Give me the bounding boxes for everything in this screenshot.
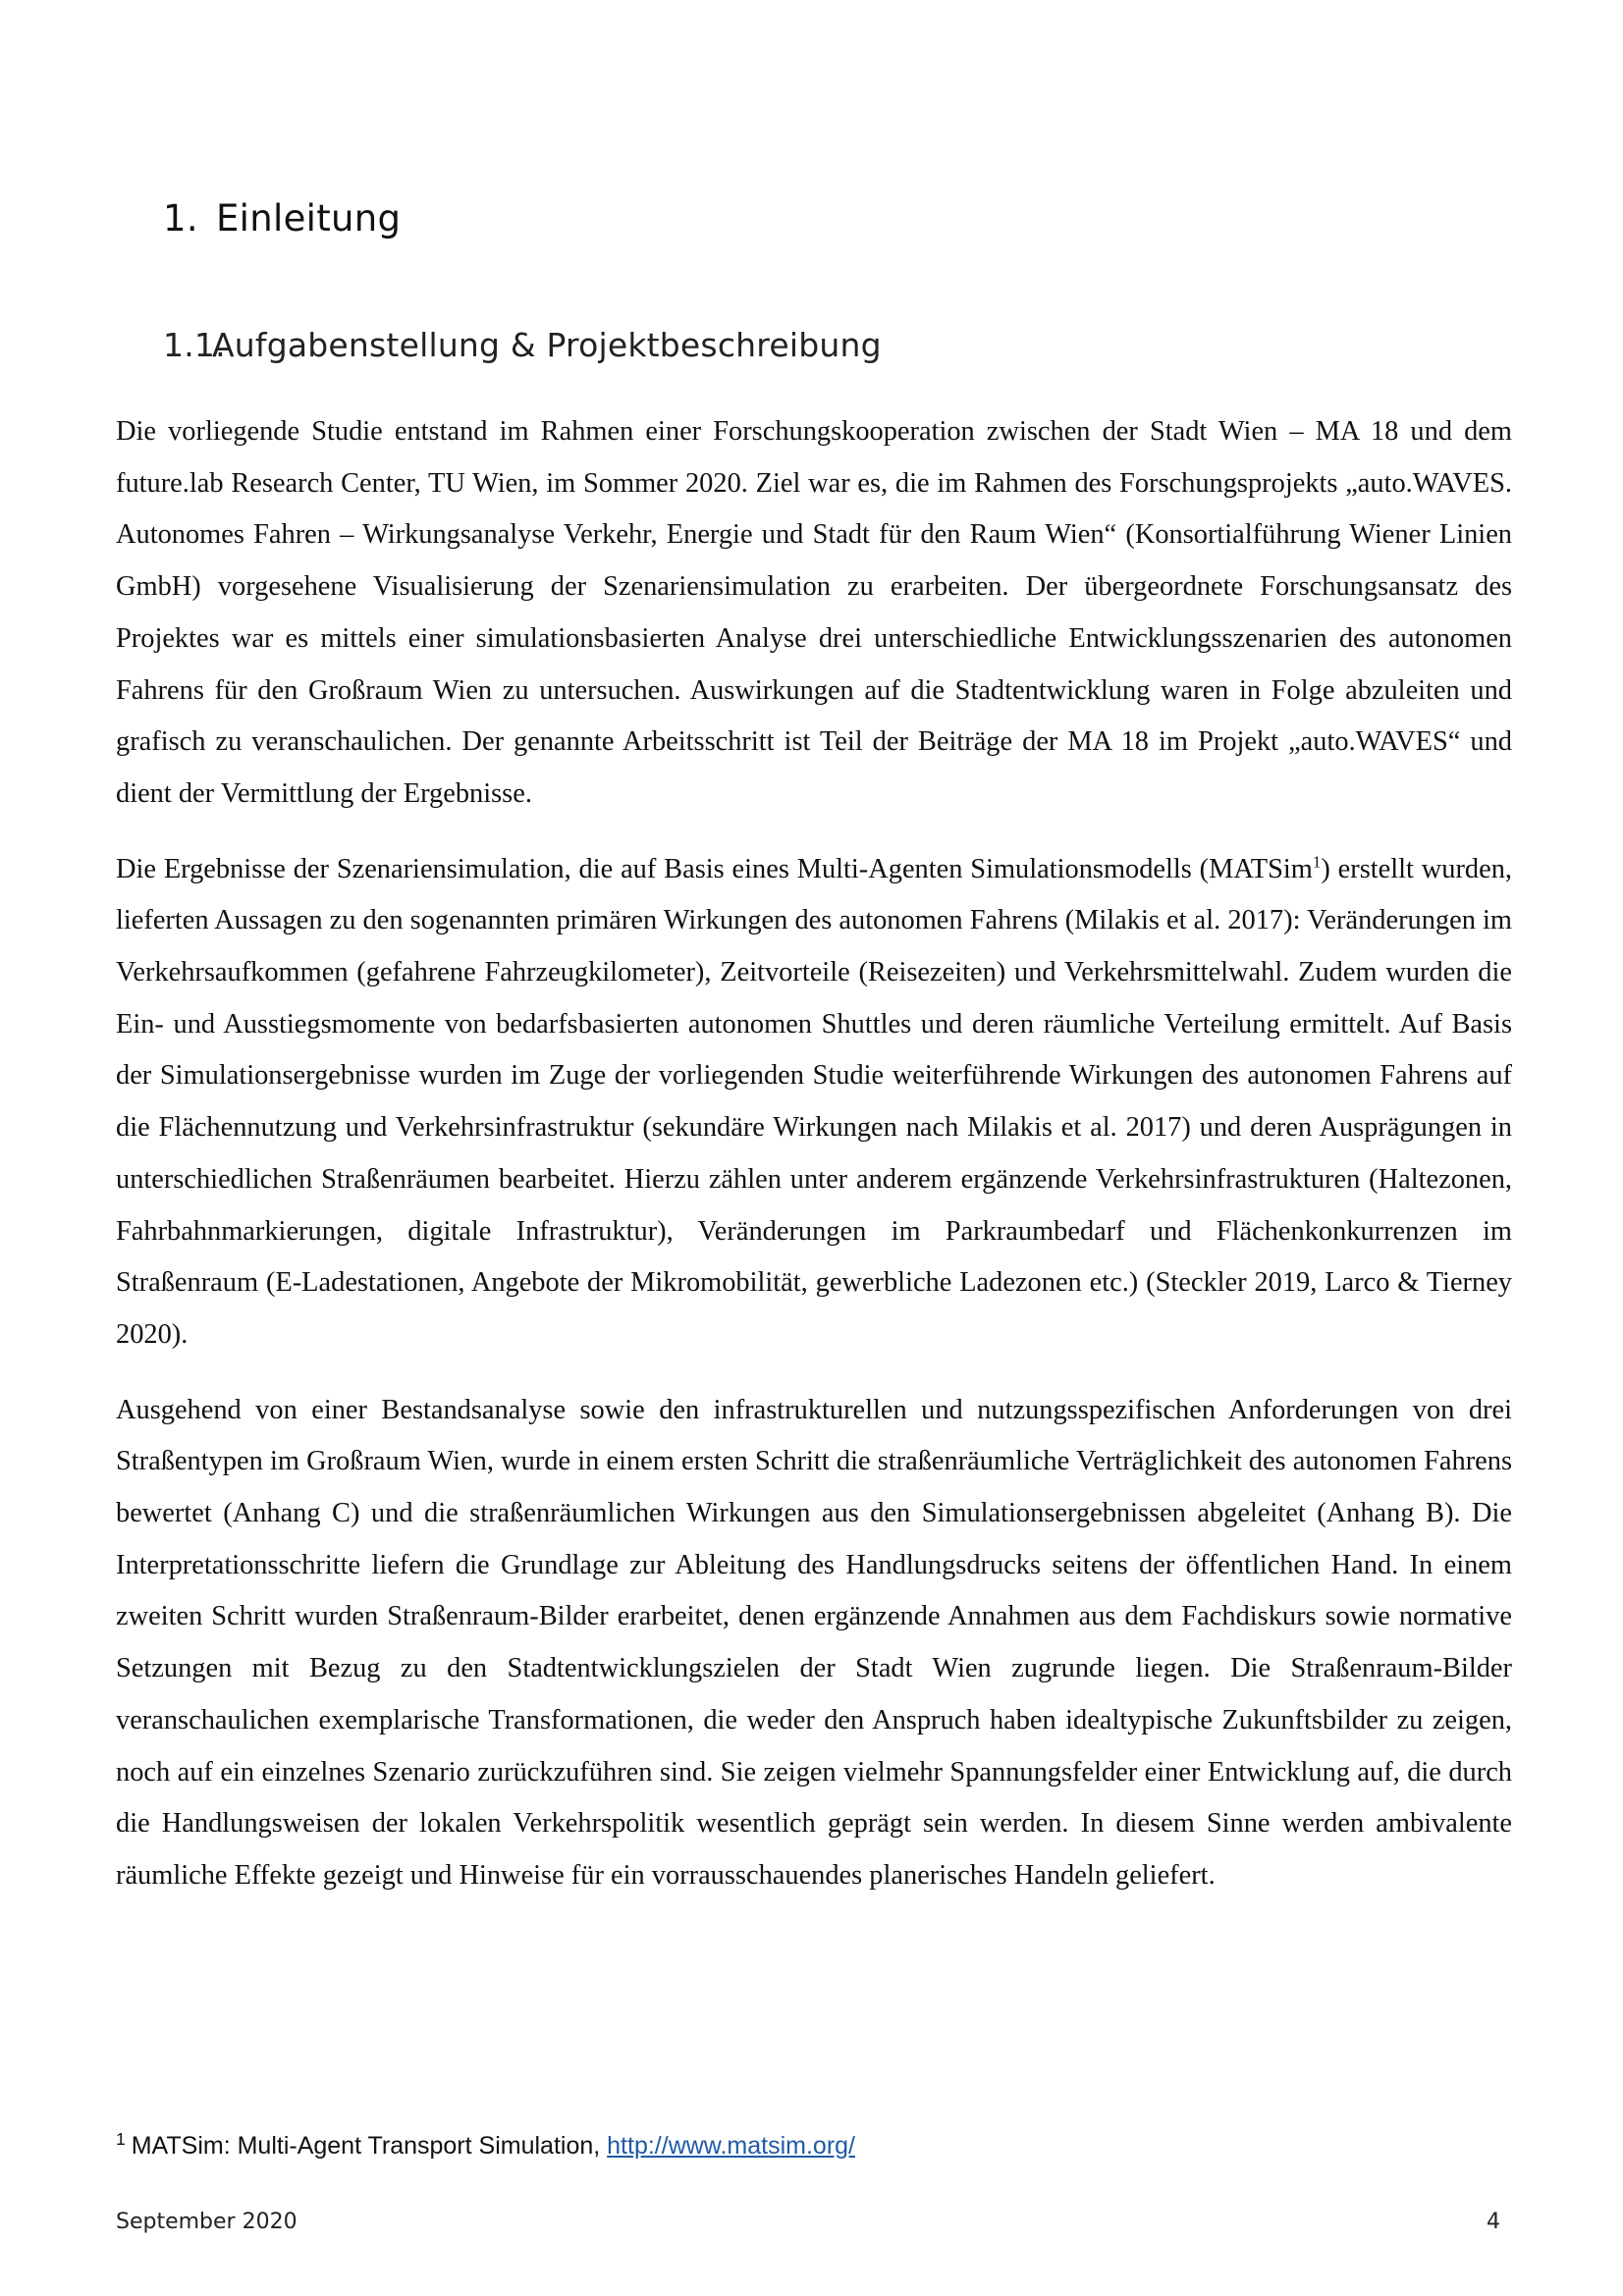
paragraph-2-part-2: ) erstellt wurden, lieferten Aussagen zu den sogenannten primären Wirkungen des autonomen Fahrens (Milakis et al. 2017): Veränderungen im Verkehrsaufkommen (gefahrene Fahrzeugkilometer), Zeitvorteile (Reisezeiten) und Verkehrsmittelwahl. Zudem wurden die Ein- und Ausstiegsmomente von bedarfsbasierten autonomen Shuttles und deren räumliche Verteilung ermittelt. Auf Basis der Simulationsergebnisse wurden im Zuge der vorliegenden Studie weiterführende Wirkungen des autonomen Fahrens auf die Flächennutzung und Verkehrsinfrastruktur (sekundäre Wirkungen nach Milakis et al. 2017) und deren Ausprägungen in unterschiedlichen Straßenräumen bearbeitet. Hierzu zählen unter anderem ergänzende Verkehrsinfrastrukturen (Haltezonen, Fahrbahnmarkierungen, digitale Infrastruktur), Veränderungen im Parkraumbedarf und Flächenkonkurrenzen im Straßenraum (E-Ladestationen, Angebote der Mikromobilität, gewerbliche Ladezonen etc.) (Steckler 2019, Larco & Tierney 2020). xyxy=(116,853,1512,1350)
footnote-link[interactable]: http://www.matsim.org/ xyxy=(607,2132,856,2160)
body-text xyxy=(116,406,1512,1902)
section-number: 1. xyxy=(163,197,198,240)
page-number: 4 xyxy=(1487,2210,1500,2234)
footnote-text: MATSim: Multi-Agent Transport Simulation, xyxy=(131,2132,608,2160)
section-heading xyxy=(163,197,401,240)
paragraph-1: Die vorliegende Studie entstand im Rahmen einer Forschungskooperation zwischen der Stadt Wien – MA 18 und dem future.lab Research Center, TU Wien, im Sommer 2020. Ziel war es, die im Rahmen des Forschungsprojekts „auto.WAVES. Autonomes Fahren – Wirkungsanalyse Verkehr, Energie und Stadt für den Raum Wien“ (Konsortialführung Wiener Linien GmbH) vorgesehene Visualisierung der Szenariensimulation zu erarbeiten. Der übergeordnete Forschungsansatz des Projektes war es mittels einer simulationsbasierten Analyse drei unterschiedliche Entwicklungsszenarien des autonomen Fahrens für den Großraum Wien zu untersuchen. Auswirkungen auf die Stadtentwicklung waren in Folge abzuleiten und grafisch zu veranschaulichen. Der genannte Arbeitsschritt ist Teil der Beiträge der MA 18 im Projekt „auto.WAVES“ und dient der Vermittlung der Ergebnisse. xyxy=(116,416,1512,809)
footnote-mark: 1 xyxy=(116,2128,126,2149)
footer-date: September 2020 xyxy=(116,2210,298,2234)
section-title: Einleitung xyxy=(216,197,402,240)
footnote xyxy=(116,2128,856,2161)
paragraph-2-part-1: Die Ergebnisse der Szenariensimulation, die auf Basis eines Multi-Agenten Simulationsmodells (MATSim xyxy=(116,853,1313,884)
paragraph-2 xyxy=(116,844,1512,1362)
paragraph-3: Ausgehend von einer Bestandsanalyse sowie den infrastrukturellen und nutzungsspezifischen Anforderungen von drei Straßentypen im Großraum Wien, wurde in einem ersten Schritt die straßenräumliche Verträglichkeit des autonomen Fahrens bewertet (Anhang C) und die straßenräumlichen Wirkungen aus den Simulationsergebnissen abgeleitet (Anhang B). Die Interpretationsschritte liefern die Grundlage zur Ableitung des Handlungsdrucks seitens der öffentlichen Hand. In einem zweiten Schritt wurden Straßenraum-Bilder erarbeitet, denen ergänzende Annahmen aus dem Fachdiskurs sowie normative Setzungen mit Bezug zu den Stadtentwicklungszielen der Stadt Wien zugrunde liegen. Die Straßenraum-Bilder veranschaulichen exemplarische Transformationen, die weder den Anspruch haben idealtypische Zukunftsbilder zu zeigen, noch auf ein einzelnes Szenario zurückzuführen sind. Sie zeigen vielmehr Spannungsfelder einer Entwicklung auf, die durch die Handlungsweisen der lokalen Verkehrspolitik wesentlich geprägt sein werden. In diesem Sinne werden ambivalente räumliche Effekte gezeigt und Hinweise für ein vorrausschauendes planerisches Handeln geliefert. xyxy=(116,1394,1512,1891)
subsection-heading xyxy=(163,326,882,364)
footnote-reference[interactable]: 1 xyxy=(1312,852,1322,872)
subsection-title: Aufgabenstellung & Projektbeschreibung xyxy=(212,326,882,364)
subsection-number: 1.1. xyxy=(163,326,226,364)
